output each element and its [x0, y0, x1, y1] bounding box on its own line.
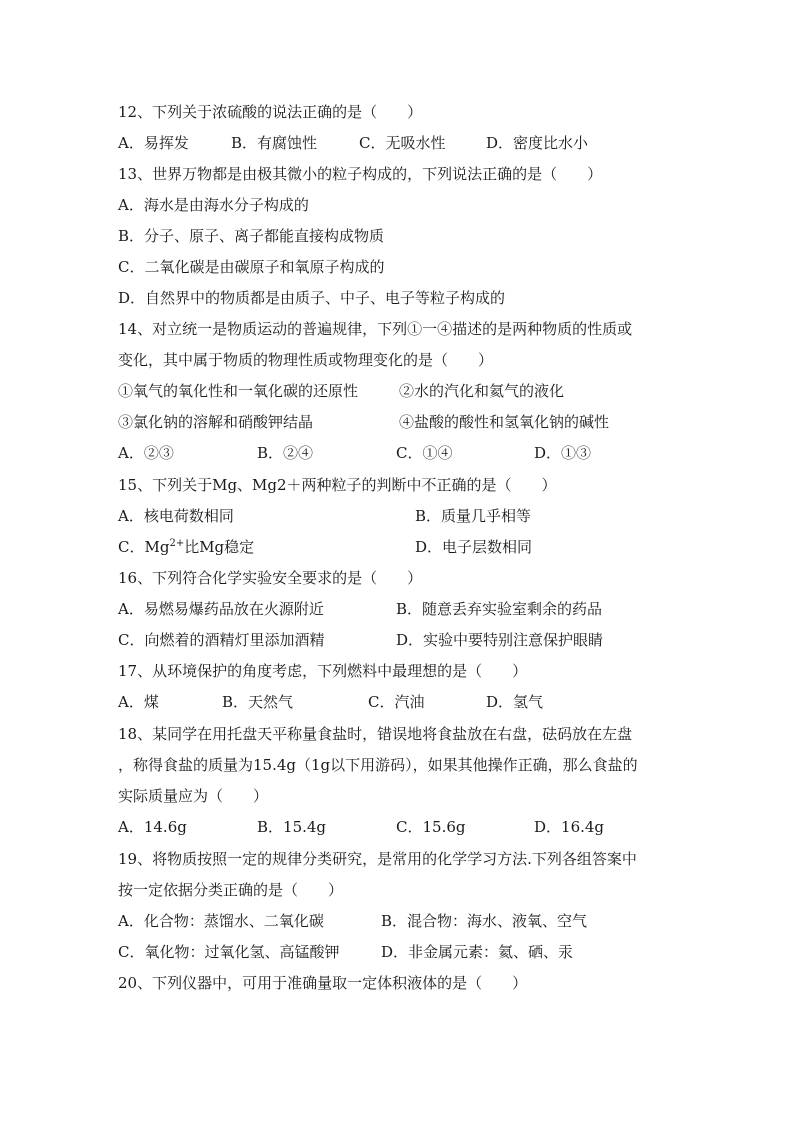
q15-option-b: B．质量几乎相等 — [415, 507, 532, 525]
q18-option-a: A．14.6g — [118, 818, 187, 836]
q12-option-a: A．易挥发 — [118, 134, 189, 152]
q19-stem-line1: 19、将物质按照一定的规律分类研究，是常用的化学学习方法.下列各组答案中 — [118, 850, 637, 868]
q14-option-c: C．①④ — [396, 444, 453, 462]
q14-option-a: A．②③ — [118, 444, 174, 462]
q15-option-c-rest: 比Mg稳定 — [184, 538, 255, 556]
q13-option-a: A．海水是由海水分子构成的 — [118, 196, 309, 214]
q16-option-d: D．实验中要特别注意保护眼睛 — [396, 631, 604, 649]
q14-item-4: ④盐酸的酸性和氢氧化钠的碱性 — [399, 413, 610, 431]
q12-option-b: B．有腐蚀性 — [231, 134, 318, 152]
q18-option-b: B．15.4g — [257, 818, 327, 836]
q17-option-b: B．天然气 — [222, 693, 294, 711]
q14-option-b: B．②④ — [257, 444, 314, 462]
q18-option-d: D．16.4g — [534, 818, 605, 836]
q15-option-a: A．核电荷数相同 — [118, 507, 234, 525]
q13-option-d: D．自然界中的物质都是由质子、中子、电子等粒子构成的 — [118, 289, 506, 307]
q18-option-c: C．15.6g — [396, 818, 466, 836]
q17-option-a: A．煤 — [118, 693, 159, 711]
q15-option-c-prefix: C．Mg — [118, 538, 170, 556]
q19-option-d: D．非金属元素：氦、硒、汞 — [381, 943, 574, 961]
q12-option-c: C．无吸水性 — [359, 134, 446, 152]
q19-stem-line2: 按一定依据分类正确的是（ ） — [118, 881, 344, 899]
q18-stem-line2: ，称得食盐的质量为15.4g（1g以下用游码），如果其他操作正确，那么食盐的 — [118, 756, 638, 774]
q15-option-d: D．电子层数相同 — [415, 538, 533, 556]
q18-stem-line3: 实际质量应为（ ） — [118, 787, 269, 805]
q12-stem: 12、下列关于浓硫酸的说法正确的是（ ） — [118, 103, 423, 121]
q13-option-b: B．分子、原子、离子都能直接构成物质 — [118, 227, 385, 245]
q16-option-c: C．向燃着的酒精灯里添加酒精 — [118, 631, 325, 649]
q18-stem-line1: 18、某同学在用托盘天平称量食盐时，错误地将食盐放在右盘，砝码放在左盘 — [118, 725, 633, 743]
q12-option-d: D．密度比水小 — [486, 134, 589, 152]
q17-stem: 17、从环境保护的角度考虑，下列燃料中最理想的是（ ） — [118, 662, 528, 680]
q20-stem: 20、下列仪器中，可用于准确量取一定体积液体的是（ ） — [118, 974, 528, 992]
q14-stem-line2: 变化，其中属于物质的物理性质或物理变化的是（ ） — [118, 351, 494, 369]
q16-option-a: A．易燃易爆药品放在火源附近 — [118, 600, 324, 618]
q15-option-c — [118, 536, 254, 558]
q14-option-d: D．①③ — [534, 444, 592, 462]
q14-item-3: ③氯化钠的溶解和硝酸钾结晶 — [118, 413, 314, 431]
q19-option-a: A．化合物：蒸馏水、二氧化碳 — [118, 912, 324, 930]
q14-item-2: ②水的汽化和氦气的液化 — [399, 382, 565, 400]
q19-option-c: C．氧化物：过氧化氢、高锰酸钾 — [118, 943, 340, 961]
q13-stem: 13、世界万物都是由极其微小的粒子构成的，下列说法正确的是（ ） — [118, 165, 603, 183]
q19-option-b: B．混合物：海水、液氧、空气 — [381, 912, 588, 930]
q13-option-c: C．二氧化碳是由碳原子和氧原子构成的 — [118, 258, 385, 276]
q16-option-b: B．随意丢弃实验室剩余的药品 — [396, 600, 603, 618]
q15-option-c-sup: 2+ — [169, 538, 185, 549]
q14-stem-line1: 14、对立统一是物质运动的普遍规律，下列①一④描述的是两种物质的性质或 — [118, 320, 633, 338]
q17-option-d: D．氢气 — [486, 693, 544, 711]
q15-stem: 15、下列关于Mg、Mg2＋两种粒子的判断中不正确的是（ ） — [118, 476, 557, 494]
q14-item-1: ①氧气的氧化性和一氧化碳的还原性 — [118, 382, 359, 400]
q16-stem: 16、下列符合化学实验安全要求的是（ ） — [118, 569, 423, 587]
q17-option-c: C．汽油 — [368, 693, 425, 711]
